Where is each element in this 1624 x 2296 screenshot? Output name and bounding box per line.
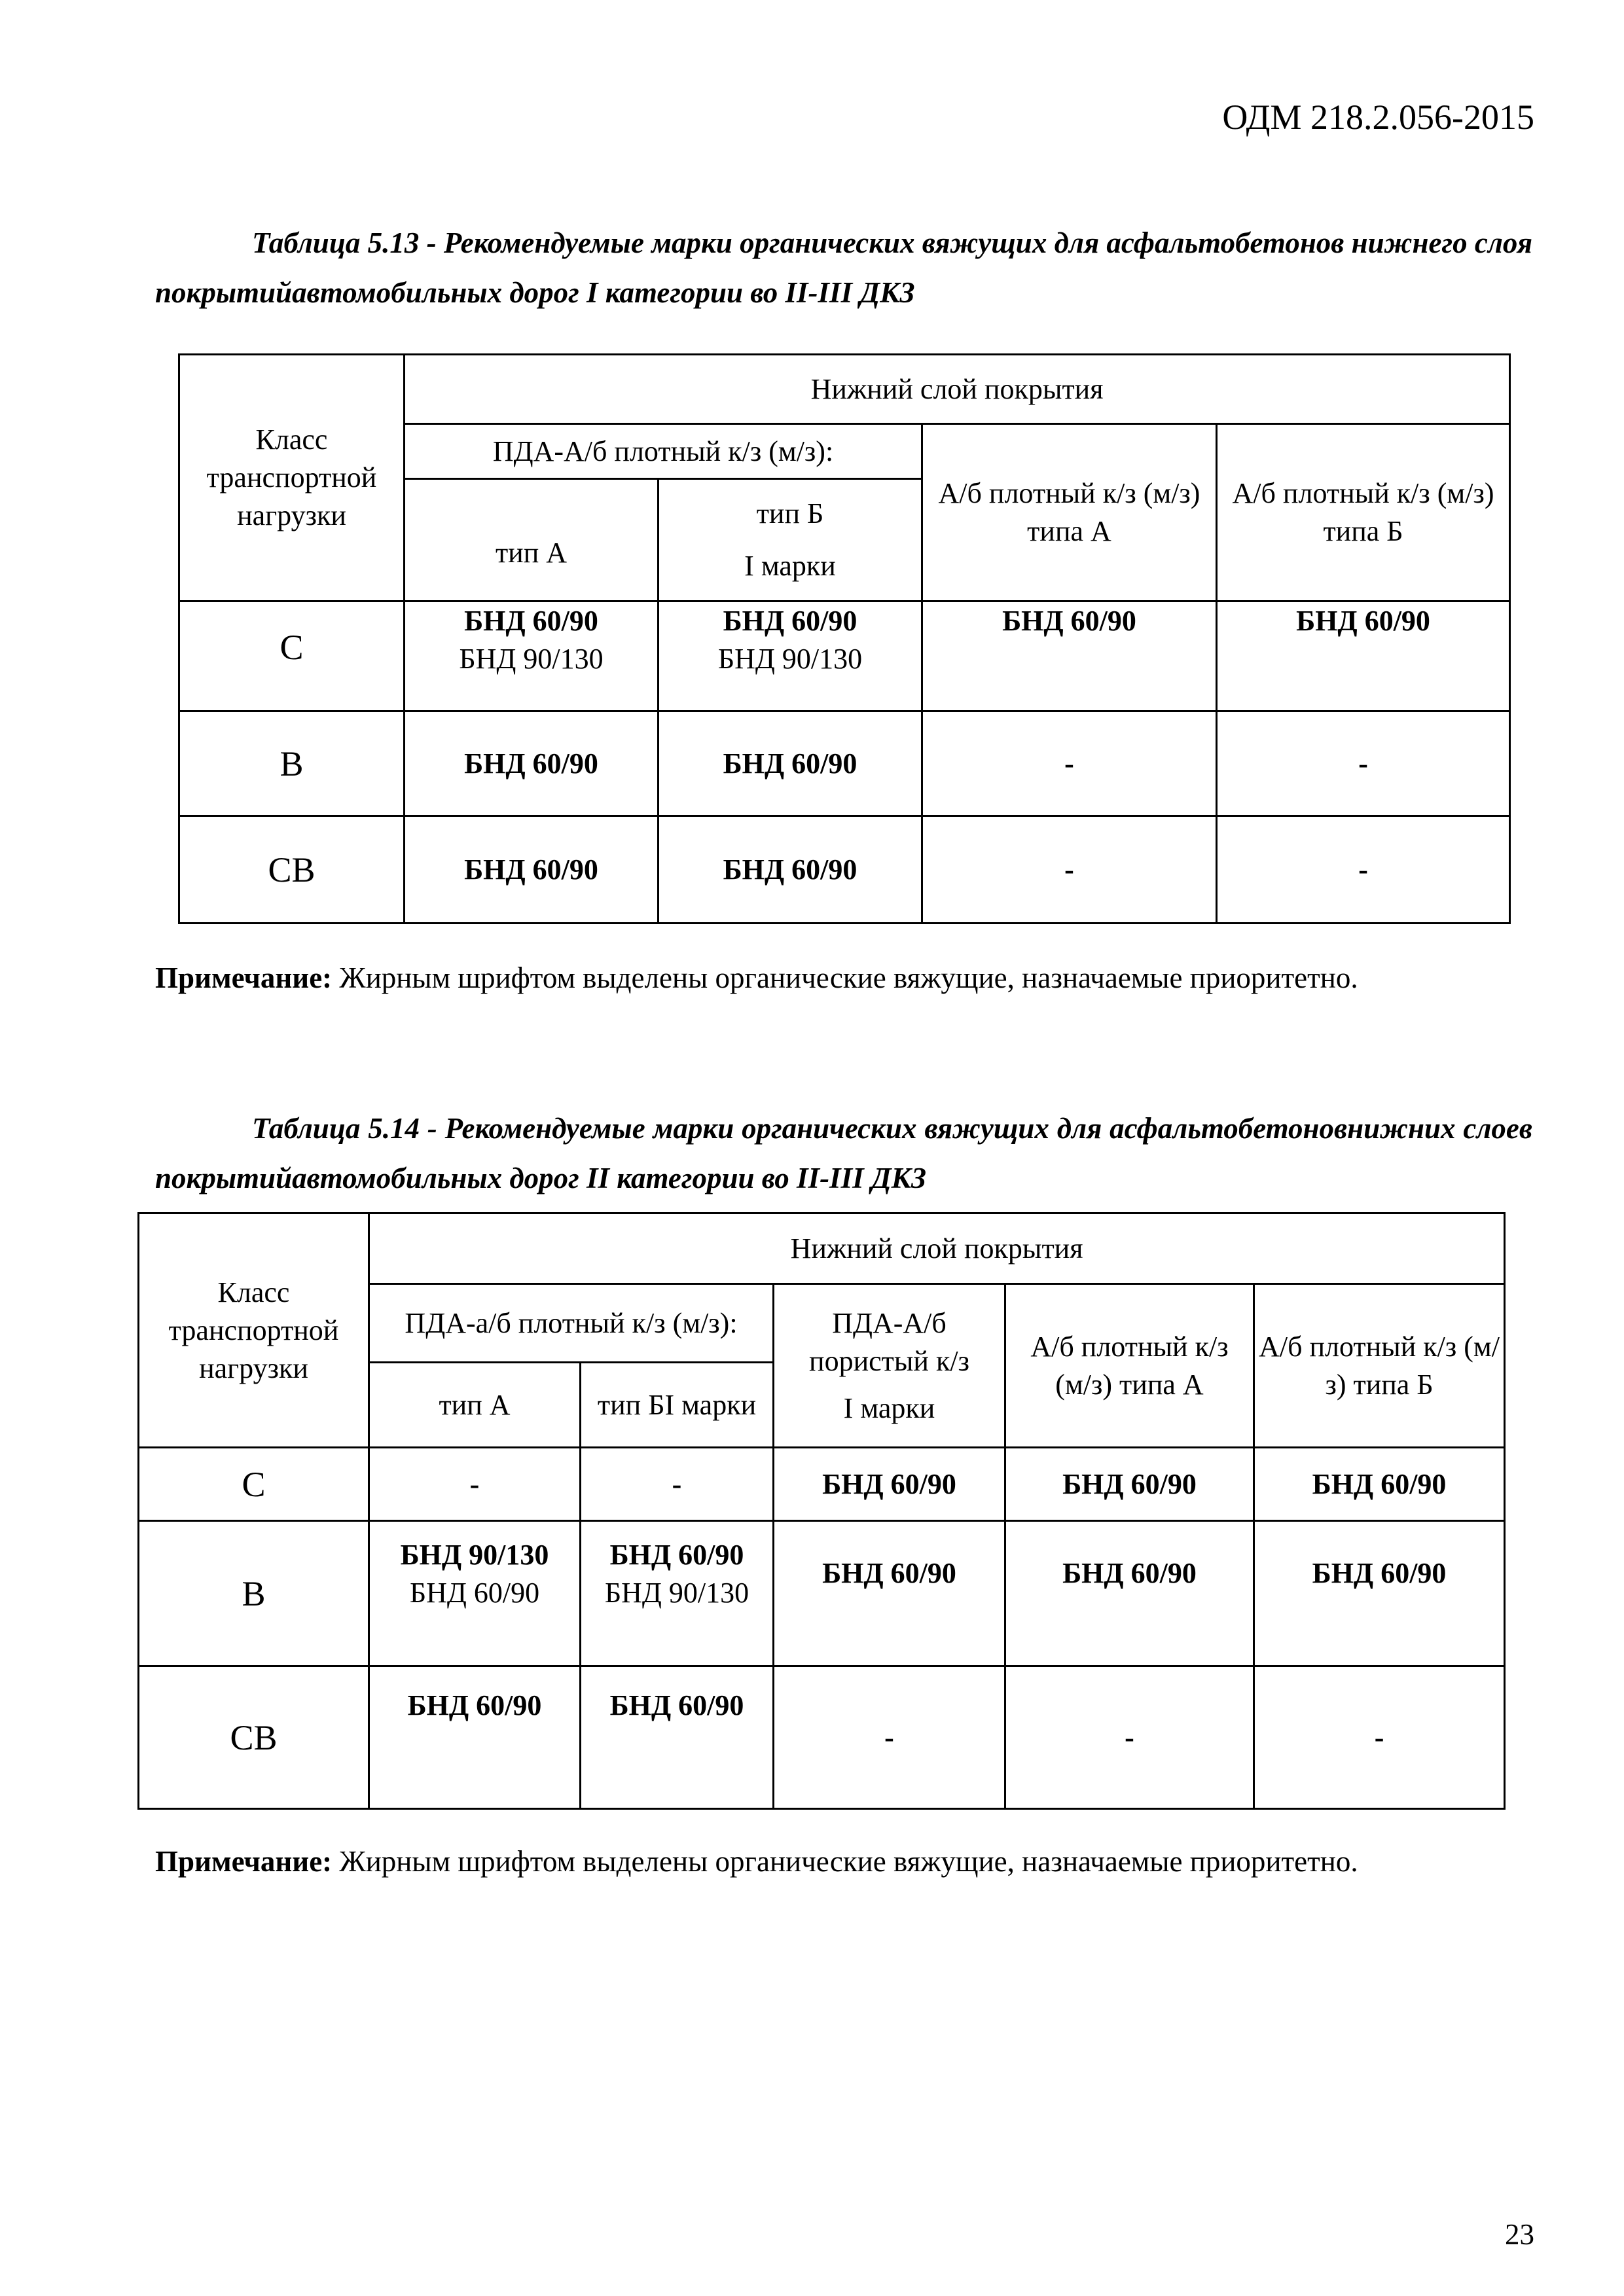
- cell-ab-type-b: БНД 60/90: [1254, 1521, 1505, 1666]
- cell-type-a: БНД 60/90 БНД 90/130: [405, 601, 659, 711]
- cell-ab-type-a: -: [922, 711, 1217, 816]
- table-row: [139, 1448, 1505, 1521]
- row-class: СВ: [179, 816, 405, 924]
- cell-type-bi: -: [581, 1448, 774, 1521]
- table-514-caption: Таблица 5.14 - Рекомендуемые марки органических вяжущих для асфальтобетоновнижних слоев покрытийавтомобильных дорог II категории во II-III ДКЗ: [155, 1112, 1532, 1194]
- table-513: [178, 353, 1511, 924]
- lower-layer-header: Нижний слой покрытия: [405, 355, 1510, 424]
- note-label: Примечание:: [155, 961, 333, 994]
- row-class: В: [179, 711, 405, 816]
- cell-type-a: БНД 60/90: [405, 816, 659, 924]
- cell-ab-type-b: БНД 60/90: [1254, 1448, 1505, 1521]
- note-label: Примечание:: [155, 1845, 333, 1878]
- cell-ab-type-b: -: [1217, 816, 1510, 924]
- pda-porous-header: [774, 1284, 1005, 1448]
- type-b-grade: I марки: [744, 550, 836, 582]
- table-513-caption: Таблица 5.13 - Рекомендуемые марки органических вяжущих для асфальтобетонов нижнего слоя покрытийавтомобильных дорог I категории во II-III ДКЗ: [155, 226, 1532, 309]
- ab-type-a-header: А/б плотный к/з (м/з) типа А: [922, 424, 1217, 601]
- cell-ab-type-b: -: [1254, 1666, 1505, 1809]
- row-class: В: [139, 1521, 369, 1666]
- type-b-header: [659, 479, 922, 601]
- cell-type-b: БНД 60/90: [659, 816, 922, 924]
- pda-porous-label: ПДА-А/б пористый к/з: [809, 1306, 969, 1377]
- load-class-header: Класс транспортной нагрузки: [139, 1213, 369, 1448]
- cell-type-b: БНД 60/90: [659, 711, 922, 816]
- table-row: [179, 816, 1510, 924]
- table-513-note: [155, 961, 1358, 995]
- table-row: [139, 1666, 1505, 1809]
- note-text: Жирным шрифтом выделены органические вяжущие, назначаемые приоритетно.: [332, 1845, 1358, 1878]
- cell-pda-porous: -: [774, 1666, 1005, 1809]
- type-a-header: тип А: [405, 479, 659, 601]
- pda-group-header: ПДА-а/б плотный к/з (м/з):: [369, 1284, 774, 1363]
- cell-type-a: БНД 60/90: [405, 711, 659, 816]
- ab-type-b-header: А/б плотный к/з (м/з) типа Б: [1217, 424, 1510, 601]
- cell-type-a: -: [369, 1448, 581, 1521]
- table-row: [179, 601, 1510, 711]
- document-code: ОДМ 218.2.056-2015: [1222, 98, 1534, 137]
- cell-type-a: БНД 60/90: [369, 1666, 581, 1809]
- cell-ab-type-b: -: [1217, 711, 1510, 816]
- table-514: [137, 1212, 1506, 1810]
- table-row: [179, 711, 1510, 816]
- cell-ab-type-b: БНД 60/90: [1217, 601, 1510, 711]
- cell-ab-type-a: -: [1005, 1666, 1254, 1809]
- cell-ab-type-a: -: [922, 816, 1217, 924]
- cell-type-a: БНД 90/130 БНД 60/90: [369, 1521, 581, 1666]
- type-b-label: тип Б: [756, 497, 824, 529]
- load-class-header: Класс транспортной нагрузки: [179, 355, 405, 601]
- cell-ab-type-a: БНД 60/90: [922, 601, 1217, 711]
- note-text: Жирным шрифтом выделены органические вяжущие, назначаемые приоритетно.: [332, 961, 1358, 994]
- cell-type-b: БНД 60/90 БНД 90/130: [659, 601, 922, 711]
- row-class: С: [179, 601, 405, 711]
- ab-type-a-header: А/б плотный к/з (м/з) типа А: [1005, 1284, 1254, 1448]
- table-514-note: [155, 1844, 1358, 1878]
- cell-pda-porous: БНД 60/90: [774, 1448, 1005, 1521]
- type-bi-header: тип БI марки: [581, 1363, 774, 1448]
- pda-group-header: ПДА-А/б плотный к/з (м/з):: [405, 424, 922, 479]
- cell-type-bi: БНД 60/90 БНД 90/130: [581, 1521, 774, 1666]
- cell-type-bi: БНД 60/90: [581, 1666, 774, 1809]
- table-row: [139, 1521, 1505, 1666]
- row-class: С: [139, 1448, 369, 1521]
- cell-pda-porous: БНД 60/90: [774, 1521, 1005, 1666]
- row-class: СВ: [139, 1666, 369, 1809]
- lower-layer-header: Нижний слой покрытия: [369, 1213, 1505, 1284]
- ab-type-b-header: А/б плотный к/з (м/з) типа Б: [1254, 1284, 1505, 1448]
- cell-ab-type-a: БНД 60/90: [1005, 1448, 1254, 1521]
- type-a-header: тип А: [369, 1363, 581, 1448]
- page-number: 23: [1505, 2218, 1534, 2251]
- cell-ab-type-a: БНД 60/90: [1005, 1521, 1254, 1666]
- pda-porous-grade: I марки: [843, 1391, 935, 1424]
